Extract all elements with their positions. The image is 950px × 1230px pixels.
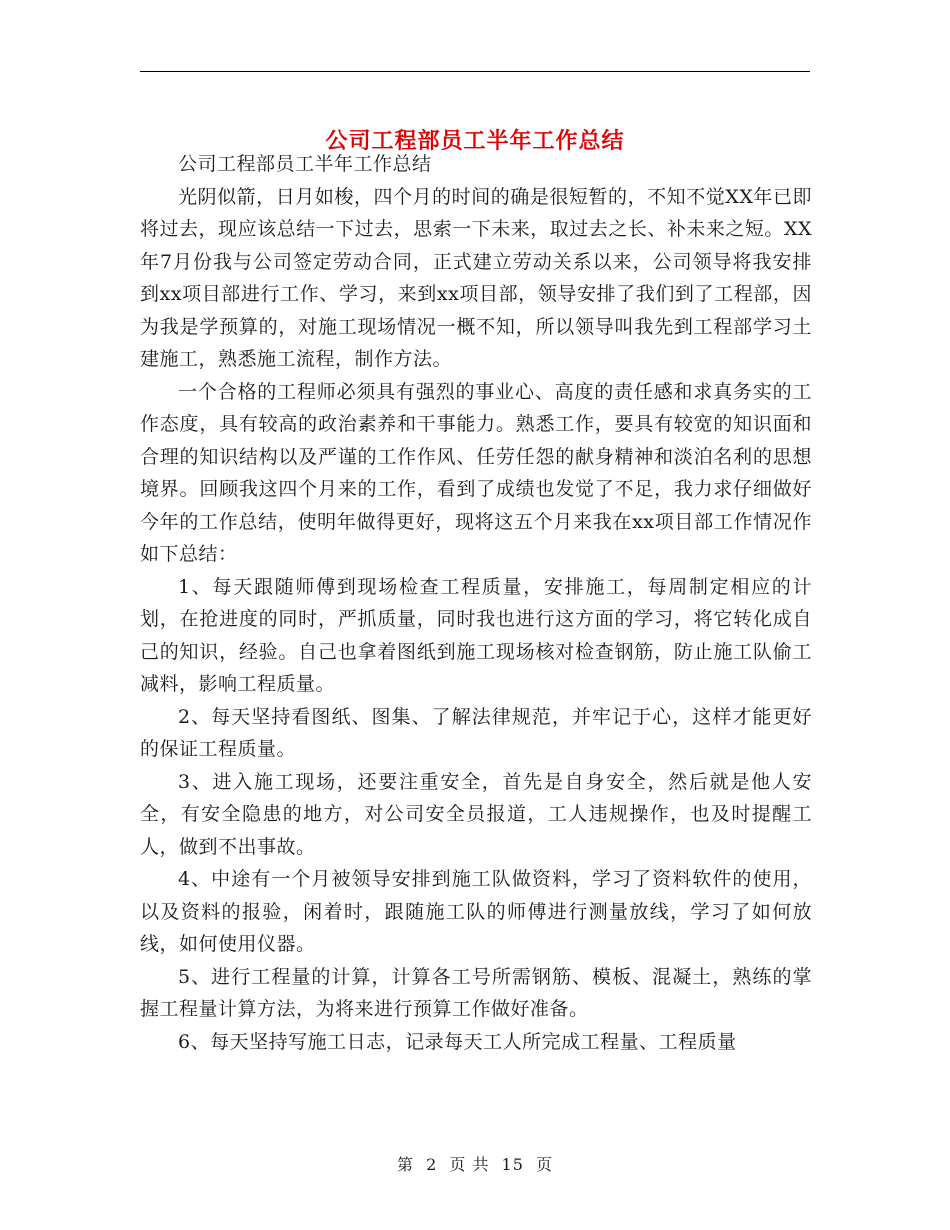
header-rule: [140, 71, 810, 72]
document-body: [140, 148, 812, 1058]
page-footer: [0, 1152, 950, 1175]
paragraph-intro: 光阴似箭，日月如梭，四个月的时间的确是很短暂的，不知不觉XX年已即将过去，现应该总结一下过去，思索一下未来，取过去之长、补未来之短。XX年7月份我与公司签定劳动合同，正式建立劳动关系以来，公司领导将我安排到xx项目部进行工作、学习，来到xx项目部，领导安排了我们到了工程部，因为我是学预算的，对施工现场情况一概不知，所以领导叫我先到工程部学习土建施工，熟悉施工流程，制作方法。: [140, 185, 812, 370]
paragraph-item-6: 6、每天坚持写施工日志，记录每天工人所完成工程量、工程质量: [178, 1030, 737, 1053]
page-total: 15: [501, 1155, 524, 1174]
page-number: 2: [426, 1155, 438, 1174]
page-label-suffix: 页: [536, 1155, 554, 1174]
page-label-prefix: 第: [396, 1155, 414, 1174]
paragraph-item-2: 2、每天坚持看图纸、图集、了解法律规范，并牢记于心，这样才能更好的保证工程质量。: [140, 705, 812, 760]
page-label-mid: 页 共: [449, 1155, 490, 1174]
paragraph-item-5: 5、进行工程量的计算，计算各工号所需钢筋、模板、混凝土，熟练的掌握工程量计算方法，为将来进行预算工作做好准备。: [140, 965, 812, 1020]
document-title: 公司工程部员工半年工作总结: [325, 127, 625, 154]
paragraph-item-1: 1、每天跟随师傅到现场检查工程质量，安排施工，每周制定相应的计划，在抢进度的同时，严抓质量，同时我也进行这方面的学习，将它转化成自己的知识，经验。自己也拿着图纸到施工现场核对检查钢筋，防止施工队偷工减料，影响工程质量。: [140, 575, 812, 695]
paragraph-item-3: 3、进入施工现场，还要注重安全，首先是自身安全，然后就是他人安全，有安全隐患的地方，对公司安全员报道，工人违规操作，也及时提醒工人，做到不出事故。: [140, 770, 812, 858]
paragraph-requirements: 一个合格的工程师必须具有强烈的事业心、高度的责任感和求真务实的工作态度，具有较高的政治素养和干事能力。熟悉工作，要具有较宽的知识面和合理的知识结构以及严谨的工作作风、任劳任怨的献身精神和淡泊名利的思想境界。回顾我这四个月来的工作，看到了成绩也发觉了不足，我力求仔细做好今年的工作总结，使明年做得更好，现将这五个月来我在xx项目部工作情况作如下总结：: [140, 380, 812, 565]
paragraph-item-4: 4、中途有一个月被领导安排到施工队做资料，学习了资料软件的使用，以及资料的报验，闲着时，跟随施工队的师傅进行测量放线，学习了如何放线，如何使用仪器。: [140, 868, 812, 955]
paragraph-subtitle: 公司工程部员工半年工作总结: [178, 153, 432, 175]
